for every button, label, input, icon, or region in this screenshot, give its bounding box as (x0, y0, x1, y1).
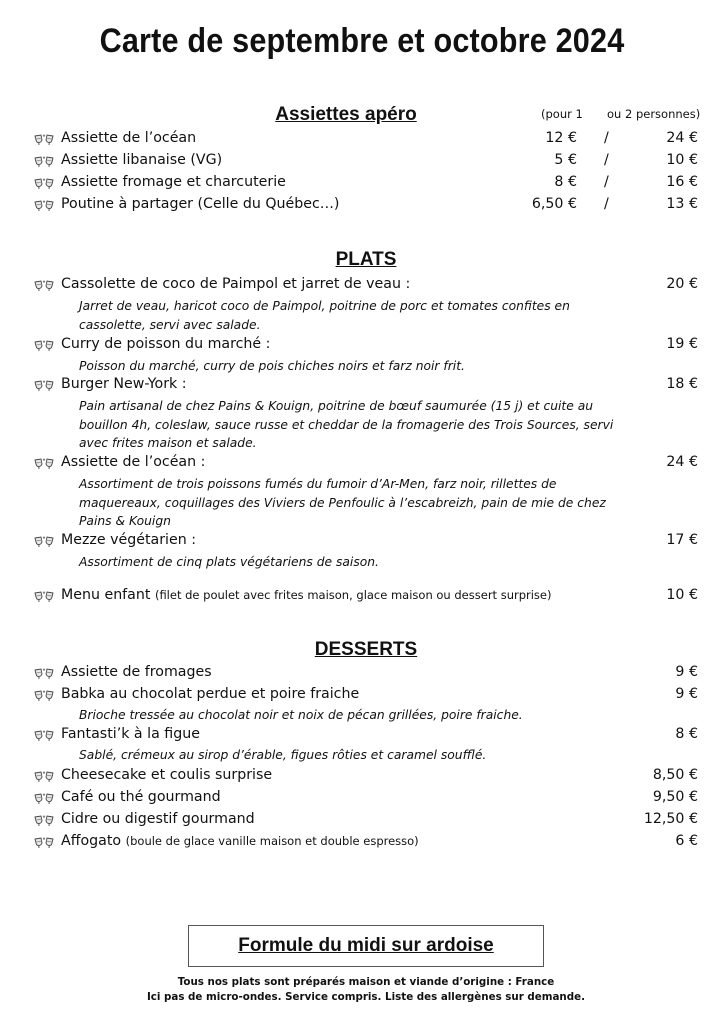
menu-item (0, 130, 724, 150)
price-two: 13 € (666, 196, 698, 212)
item-name: Mezze végétarien : (61, 532, 197, 548)
item-name-text: Affogato (61, 833, 122, 849)
item-description: Assortiment de cinq plats végétariens de saison. (79, 555, 379, 569)
item-description: Brioche tressée au chocolat noir et noix de pécan grillées, poire fraiche. (79, 708, 523, 722)
glasses-cheers-icon (34, 690, 54, 702)
column-header-one-person: (pour 1 (541, 107, 583, 121)
item-name: Poutine à partager (Celle du Québec…) (61, 196, 340, 212)
price-two: 24 € (666, 130, 698, 146)
item-name: Burger New-York : (61, 376, 187, 392)
glasses-cheers-icon (34, 280, 54, 292)
item-note: (boule de glace vanille maison et double espresso) (125, 834, 419, 848)
item-price: 9,50 € (652, 789, 698, 805)
item-name: Curry de poisson du marché : (61, 336, 271, 352)
menu-item (0, 664, 724, 684)
menu-item (0, 174, 724, 194)
item-description: Pain artisanal de chez Pains & Kouign, poitrine de bœuf saumurée (15 j) et cuite au bouillon 4h, coleslaw, sauce russe et cheddar de la fromagerie des Trois Sources, servi avec frites maison et salade. (79, 399, 614, 450)
menu-item (0, 789, 724, 809)
item-name: Babka au chocolat perdue et poire fraiche (61, 686, 360, 702)
glasses-cheers-icon (34, 340, 54, 352)
glasses-cheers-icon (34, 380, 54, 392)
menu-item (0, 454, 724, 474)
glasses-cheers-icon (34, 793, 54, 805)
item-description: Sablé, crémeux au sirop d’érable, figues rôties et caramel soufflé. (79, 748, 487, 762)
price-one: 8 € (554, 174, 577, 190)
glasses-cheers-icon (34, 771, 54, 783)
price-separator: / (604, 130, 609, 146)
section-title-apero: Assiettes apéro (275, 104, 417, 125)
item-price: 19 € (666, 336, 698, 352)
item-price: 17 € (666, 532, 698, 548)
section-title-desserts: DESSERTS (314, 639, 418, 660)
glasses-cheers-icon (34, 668, 54, 680)
item-name: Cidre ou digestif gourmand (61, 811, 255, 827)
glasses-cheers-icon (34, 156, 54, 168)
item-price: 6 € (675, 833, 698, 849)
footer-line-2: Ici pas de micro-ondes. Service compris. Liste des allergènes sur demande. (146, 991, 586, 1003)
menu-item (0, 686, 724, 706)
item-description: Assortiment de trois poissons fumés du fumoir d’Ar-Men, farz noir, rillettes de maquereaux, coquillages des Viviers de Penfoulic à l’escabreizh, pain de mie de chez Pains & Kouign (79, 477, 606, 528)
menu-item (0, 833, 724, 853)
formule-box (188, 925, 544, 967)
menu-item (0, 152, 724, 172)
item-name (61, 587, 552, 603)
glasses-cheers-icon (34, 837, 54, 849)
glasses-cheers-icon (34, 178, 54, 190)
menu-item (0, 811, 724, 831)
item-description: Poisson du marché, curry de pois chiches noirs et farz noir frit. (79, 359, 465, 373)
item-price: 9 € (675, 686, 698, 702)
item-price: 12,50 € (643, 811, 698, 827)
menu-item (0, 587, 724, 607)
menu-item (0, 196, 724, 216)
menu-item (0, 376, 724, 396)
glasses-cheers-icon (34, 134, 54, 146)
item-name: Café ou thé gourmand (61, 789, 221, 805)
item-name: Assiette de fromages (61, 664, 212, 680)
item-price: 10 € (666, 587, 698, 603)
item-name (61, 833, 419, 849)
item-price: 8 € (675, 726, 698, 742)
page-title: Carte de septembre et octobre 2024 (99, 22, 625, 60)
item-note: (filet de poulet avec frites maison, glace maison ou dessert surprise) (154, 588, 552, 602)
formule-label: Formule du midi sur ardoise (238, 935, 494, 956)
price-two: 16 € (666, 174, 698, 190)
item-description: Jarret de veau, haricot coco de Paimpol, poitrine de porc et tomates confites en cassolette, servi avec salade. (79, 299, 570, 332)
item-name: Cassolette de coco de Paimpol et jarret de veau : (61, 276, 411, 292)
price-one: 6,50 € (531, 196, 577, 212)
column-header-two-persons: ou 2 personnes) (607, 107, 701, 121)
price-two: 10 € (666, 152, 698, 168)
item-name: Fantasti’k à la figue (61, 726, 200, 742)
glasses-cheers-icon (34, 458, 54, 470)
item-price: 8,50 € (652, 767, 698, 783)
glasses-cheers-icon (34, 730, 54, 742)
price-one: 5 € (554, 152, 577, 168)
menu-item (0, 336, 724, 356)
item-price: 20 € (666, 276, 698, 292)
glasses-cheers-icon (34, 591, 54, 603)
item-name: Assiette de l’océan (61, 130, 197, 146)
footer-line-1: Tous nos plats sont préparés maison et viande d’origine : France (177, 976, 555, 988)
price-separator: / (604, 152, 609, 168)
item-price: 9 € (675, 664, 698, 680)
item-name: Assiette libanaise (VG) (61, 152, 223, 168)
item-price: 18 € (666, 376, 698, 392)
item-name-text: Menu enfant (61, 587, 151, 603)
item-price: 24 € (666, 454, 698, 470)
price-separator: / (604, 174, 609, 190)
item-name: Assiette fromage et charcuterie (61, 174, 286, 190)
item-name: Cheesecake et coulis surprise (61, 767, 273, 783)
menu-item (0, 532, 724, 552)
glasses-cheers-icon (34, 536, 54, 548)
menu-item (0, 767, 724, 787)
section-title-plats: PLATS (335, 249, 397, 270)
price-one: 12 € (545, 130, 577, 146)
menu-item (0, 726, 724, 746)
menu-item (0, 276, 724, 296)
glasses-cheers-icon (34, 200, 54, 212)
item-name: Assiette de l’océan : (61, 454, 206, 470)
price-separator: / (604, 196, 609, 212)
glasses-cheers-icon (34, 815, 54, 827)
